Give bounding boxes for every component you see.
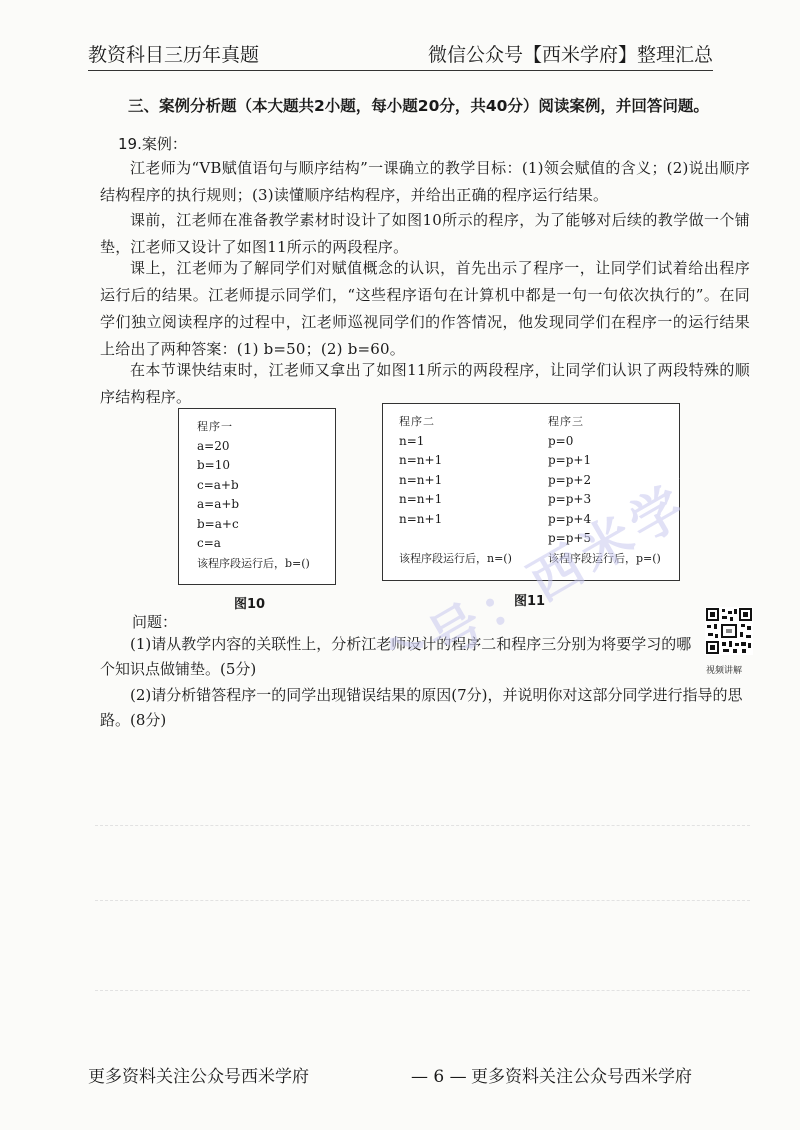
program-2-title: 程序二: [399, 415, 435, 428]
section-title: 三、案例分析题（本大题共2小题，每小题20分，共40分）阅读案例，并回答问题。: [128, 97, 709, 115]
scan-artifact-line: [95, 825, 750, 826]
program-3-line: p=0: [548, 433, 574, 448]
program-1-title: 程序一: [197, 420, 233, 433]
program-1-line: c=a+b: [197, 477, 239, 492]
scan-artifact-line: [95, 990, 750, 991]
footer-right-text: 更多资料关注公众号西米学府: [471, 1067, 692, 1087]
program-1-line: a=a+b: [197, 497, 240, 511]
program-1-line: b=a+c: [197, 516, 239, 531]
program-1-line: b=10: [197, 458, 231, 472]
program-1-footer: 该程序段运行后，b=(): [197, 556, 310, 570]
program-2-column: [399, 412, 512, 568]
program-3-line: p=p+4: [548, 511, 592, 526]
program-1-column: [197, 417, 310, 573]
figure-10-program-box: [178, 408, 336, 585]
program-1-line: c=a: [197, 536, 221, 550]
program-3-line: p=p+3: [548, 492, 592, 506]
case-paragraph-1: 江老师为“VB赋值语句与顺序结构”一课确立的教学目标：(1)领会赋值的含义；(2)说出顺序结构程序的执行规则；(3)读懂顺序结构程序，并给出正确的程序运行结果。: [100, 159, 750, 204]
figure-11-label: 图11: [514, 594, 546, 609]
program-1-line: a=20: [197, 438, 230, 453]
page-number: — 6 —: [411, 1067, 467, 1087]
question-1: (1)请从教学内容的关联性上，分析江老师设计的程序二和程序三分别为将要学习的哪个知识点做铺垫。(5分): [100, 635, 692, 678]
program-3-line: p=p+5: [548, 531, 592, 545]
program-2-footer: 该程序段运行后，n=(): [399, 551, 512, 565]
program-3-line: p=p+2: [548, 472, 592, 487]
program-2-line: n=n+1: [399, 472, 443, 487]
footer-left-text: 更多资料关注公众号西米学府: [88, 1067, 309, 1087]
header-right-text: 微信公众号【西米学府】整理汇总: [427, 44, 713, 66]
program-2-line: n=n+1: [399, 492, 443, 506]
program-2-line: n=1: [399, 433, 425, 448]
case-paragraph-3: 课上，江老师为了解同学们对赋值概念的认识，首先出示了程序一，让同学们试着给出程序运行后的结果。江老师提示同学们，“这些程序语句在计算机中都是一句一句依次执行的”。在同学们独立阅读程序的过程中，江老师巡视同学们的作答情况，他发现同学们在程序一的运行结果上给出了两种答案：(1) b=50；(2) b=60。: [100, 259, 750, 358]
program-3-line: p=p+1: [548, 453, 592, 467]
question-2: (2)请分析错答程序一的同学出现错误结果的原因(7分)，并说明你对这部分同学进行指导的思路。(8分): [100, 686, 743, 729]
scan-artifact-line: [95, 900, 750, 901]
page-header: [88, 40, 713, 71]
figure-10-label: 图10: [234, 597, 266, 612]
program-2-line: n=n+1: [399, 453, 443, 467]
questions-heading: 问题：: [132, 613, 178, 631]
case-label: 19.案例：: [118, 135, 187, 153]
case-paragraph-4: 在本节课快结束时，江老师又拿出了如图11所示的两段程序，让同学们认识了两段特殊的顺序结构程序。: [100, 361, 750, 406]
qr-code-icon[interactable]: [705, 607, 753, 655]
header-left-text: 教资科目三历年真题: [88, 44, 260, 66]
case-paragraph-2: 课前，江老师在准备教学素材时设计了如图10所示的程序，为了能够对后续的教学做一个铺垫，江老师又设计了如图11所示的两段程序。: [100, 211, 750, 256]
program-3-column: [548, 412, 661, 568]
qr-caption: 视频讲解: [706, 666, 743, 676]
program-2-line: n=n+1: [399, 511, 443, 526]
figure-11-program-box: [382, 403, 680, 581]
program-3-footer: 该程序段运行后，p=(): [548, 551, 661, 565]
program-2-spacer: [399, 529, 512, 549]
page-footer: [88, 1065, 713, 1089]
program-3-title: 程序三: [548, 415, 584, 428]
